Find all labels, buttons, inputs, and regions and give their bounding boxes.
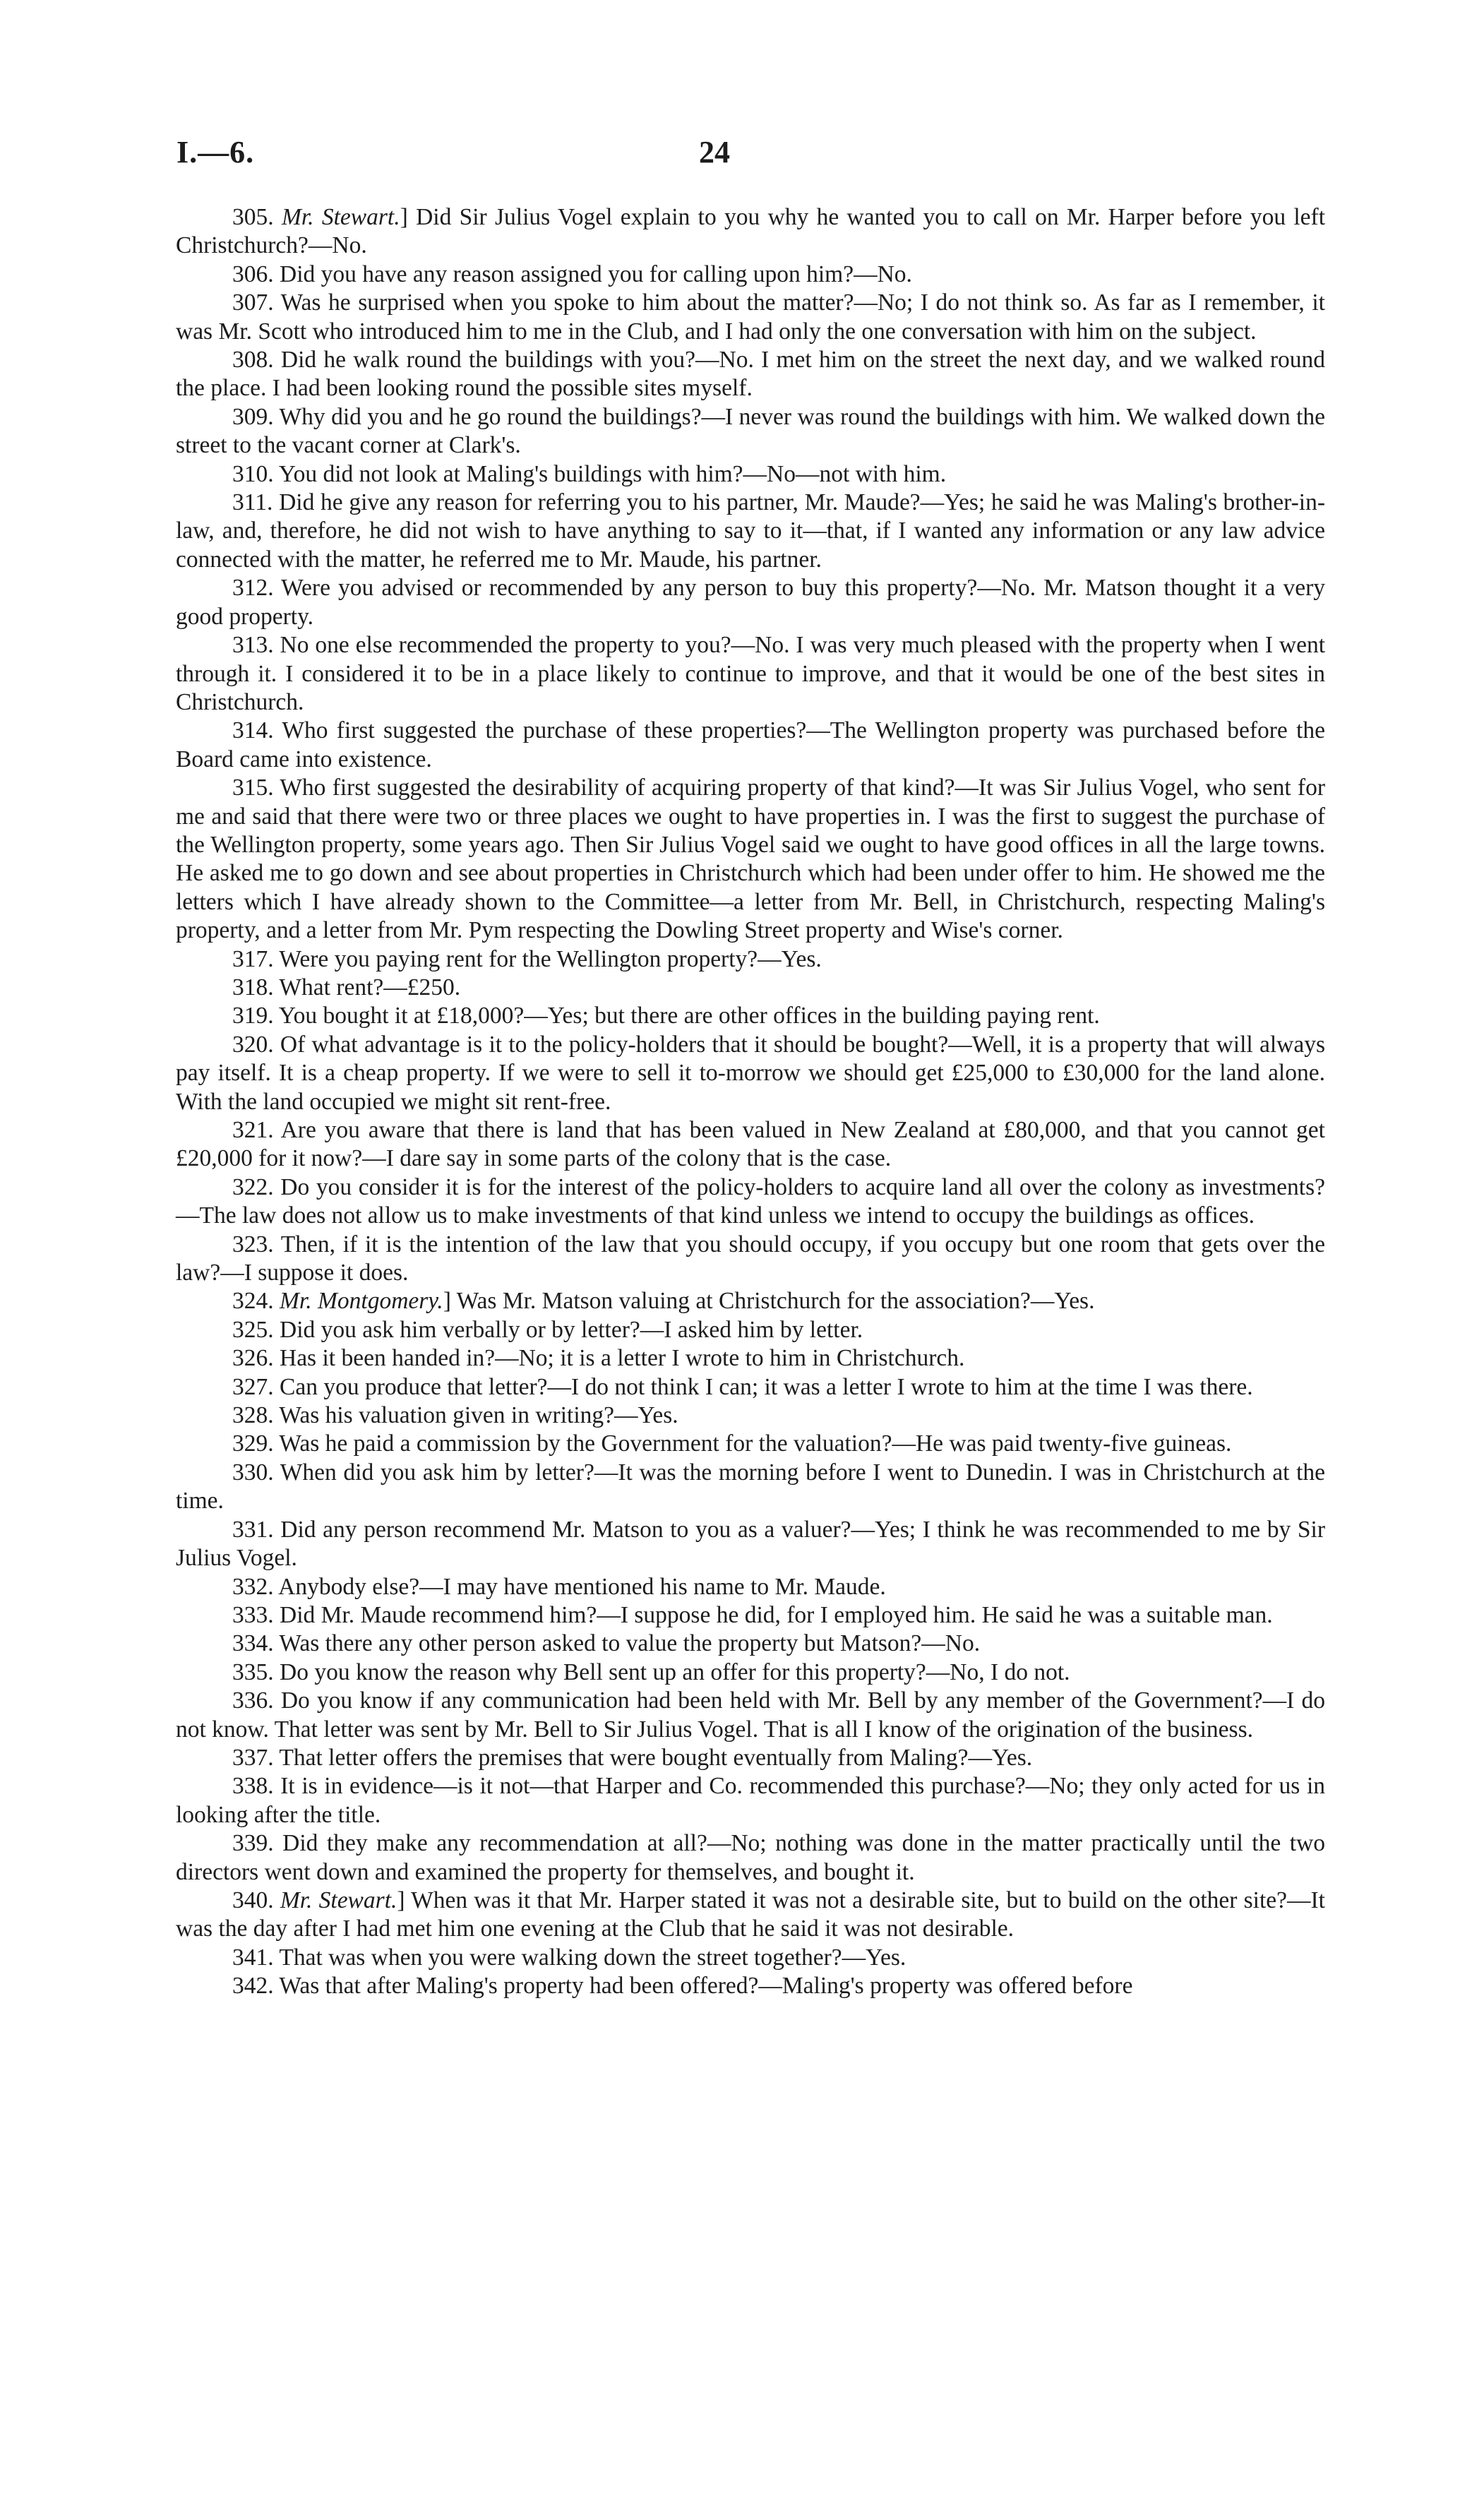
question-number: 330.	[232, 1459, 274, 1486]
question-number: 308.	[232, 347, 274, 373]
question-paragraph	[176, 1002, 1325, 1030]
question-text: Did you have any reason assigned you for calling upon him?—No.	[280, 261, 912, 287]
question-paragraph	[176, 1744, 1325, 1772]
question-text: Are you aware that there is land that has been valued in New Zealand at £80,000, and that you cannot get £20,000 for it now?—I dare say in some parts of the colony that is the case.	[176, 1117, 1325, 1172]
page-header	[176, 134, 1327, 177]
question-number: 306.	[232, 261, 274, 287]
question-paragraph	[176, 774, 1325, 945]
question-paragraph	[176, 1344, 1325, 1373]
question-paragraph	[176, 1630, 1325, 1658]
question-paragraph	[176, 1231, 1325, 1288]
question-number: 320.	[232, 1031, 274, 1058]
question-paragraph	[176, 1972, 1325, 2000]
question-text: You bought it at £18,000?—Yes; but there are other offices in the building paying rent.	[278, 1003, 1100, 1029]
question-paragraph	[176, 1373, 1325, 1402]
question-text: Of what advantage is it to the policy-holders that it should be bought?—Well, it is a property that will always pay itself. It is a cheap property. If we were to sell it to-morrow we should get £25,000 to £30,000 for the land alone. With the land occupied we might sit rent-free.	[176, 1031, 1325, 1115]
question-paragraph	[176, 945, 1325, 974]
speaker-bracket: ]	[400, 204, 417, 230]
question-paragraph	[176, 489, 1325, 574]
question-text: Did you ask him verbally or by letter?—I asked him by letter.	[280, 1316, 863, 1343]
question-paragraph	[176, 574, 1325, 631]
question-text: Then, if it is the intention of the law that you should occupy, if you occupy but one room that gets over the law?—I suppose it does.	[176, 1231, 1325, 1286]
question-text: Do you know the reason why Bell sent up an offer for this property?—No, I do not.	[280, 1659, 1070, 1685]
question-number: 339.	[232, 1830, 274, 1857]
question-number: 326.	[232, 1345, 274, 1372]
paper-identifier: I.—6.	[176, 135, 255, 169]
question-number: 340.	[232, 1887, 274, 1913]
question-number: 313.	[232, 632, 274, 659]
question-number: 336.	[232, 1687, 274, 1714]
question-text: What rent?—£250.	[279, 974, 461, 1000]
speaker-name: Mr. Stewart.	[280, 1887, 397, 1913]
question-text: Anybody else?—I may have mentioned his name to Mr. Maude.	[278, 1573, 886, 1600]
question-number: 317.	[232, 945, 274, 972]
question-number: 324.	[232, 1288, 274, 1315]
question-number: 338.	[232, 1773, 274, 1800]
question-number: 337.	[232, 1744, 274, 1771]
speaker-bracket: ]	[443, 1288, 457, 1315]
question-paragraph	[176, 1459, 1325, 1516]
question-paragraph	[176, 261, 1325, 289]
question-number: 309.	[232, 403, 274, 430]
question-text: No one else recommended the property to you?—No. I was very much pleased with the property when I went through it. I considered it to be in a place likely to continue to improve, and that it would be one of the best sites in Christchurch.	[176, 632, 1326, 715]
speaker-name: Mr. Montgomery.	[280, 1288, 443, 1315]
question-text: When was it that Mr. Harper stated it was not a desirable site, but to build on the other site?—It was the day after I had met him one evening at the Club that he said it was not desirable.	[176, 1887, 1325, 1942]
question-paragraph	[176, 1573, 1325, 1601]
question-text: Did Mr. Maude recommend him?—I suppose he did, for I employed him. He said he was a suitable man.	[280, 1601, 1273, 1628]
question-paragraph	[176, 1516, 1325, 1573]
question-paragraph	[176, 460, 1325, 489]
question-number: 311.	[232, 489, 273, 516]
question-paragraph	[176, 289, 1325, 346]
question-number: 310.	[232, 460, 274, 487]
question-number: 342.	[232, 1973, 274, 2000]
question-text: Was he paid a commission by the Government for the valuation?—He was paid twenty-five guineas.	[279, 1430, 1232, 1457]
question-text: Did any person recommend Mr. Matson to you as a valuer?—Yes; I think he was recommended to me by Sir Julius Vogel.	[176, 1516, 1325, 1572]
question-text: Do you consider it is for the interest of the policy-holders to acquire land all over the colony as investments?—The law does not allow us to make investments of that kind unless we intend to occupy the buildings as offices.	[176, 1173, 1325, 1229]
question-number: 331.	[232, 1516, 274, 1543]
question-number: 325.	[232, 1316, 274, 1343]
question-text: Did he walk round the buildings with you?—No. I met him on the street the next day, and we walked round the place. I had been looking round the possible sites myself.	[176, 347, 1325, 402]
question-text: Why did you and he go round the buildings?—I never was round the buildings with him. We walked down the street to the vacant corner at Clark's.	[176, 403, 1325, 459]
question-paragraph	[176, 974, 1325, 1002]
question-paragraph	[176, 403, 1325, 460]
question-paragraph	[176, 346, 1325, 403]
question-number: 328.	[232, 1402, 274, 1429]
question-paragraph	[176, 1430, 1325, 1458]
speaker-bracket: ]	[397, 1887, 412, 1913]
question-number: 335.	[232, 1659, 274, 1685]
question-number: 312.	[232, 575, 274, 602]
question-text: Were you paying rent for the Wellington property?—Yes.	[279, 945, 822, 972]
question-text: Can you produce that letter?—I do not think I can; it was a letter I wrote to him at the time I was there.	[280, 1373, 1253, 1400]
question-paragraph	[176, 1031, 1325, 1116]
question-text: Do you know if any communication had been held with Mr. Bell by any member of the Government?—I do not know. That letter was sent by Mr. Bell to Sir Julius Vogel. That is all I know of the origination of the business.	[176, 1687, 1326, 1743]
question-text: Was that after Maling's property had been offered?—Maling's property was offered before	[279, 1973, 1133, 2000]
question-number: 307.	[232, 289, 274, 316]
question-number: 321.	[232, 1117, 274, 1143]
question-paragraph	[176, 1829, 1325, 1887]
question-paragraph	[176, 1402, 1325, 1430]
question-number: 322.	[232, 1173, 274, 1200]
question-number: 319.	[232, 1003, 274, 1029]
question-number: 333.	[232, 1601, 274, 1628]
question-text: You did not look at Maling's buildings with him?—No—not with him.	[278, 460, 947, 487]
question-number: 314.	[232, 717, 274, 744]
question-text: Was he surprised when you spoke to him about the matter?—No; I do not think so. As far as I remember, it was Mr. Scott who introduced him to me in the Club, and I had only the one conversation with him on the subject.	[176, 289, 1325, 345]
question-number: 329.	[232, 1430, 274, 1457]
question-text: Has it been handed in?—No; it is a letter I wrote to him in Christchurch.	[280, 1345, 965, 1372]
question-number: 305.	[232, 204, 274, 230]
question-number: 341.	[232, 1944, 274, 1971]
question-paragraph	[176, 1687, 1325, 1744]
question-text: Was his valuation given in writing?—Yes.	[279, 1402, 678, 1429]
question-text: Was Mr. Matson valuing at Christchurch for the association?—Yes.	[456, 1288, 1095, 1315]
question-text: Was there any other person asked to value the property but Matson?—No.	[279, 1630, 981, 1657]
speaker-name: Mr. Stewart.	[281, 204, 400, 230]
question-paragraph	[176, 1659, 1325, 1687]
question-text: Did he give any reason for referring you to his partner, Mr. Maude?—Yes; he said he was Maling's brother-in-law, and, therefore, he did not wish to have anything to say to it—that, if I wanted any information or any law advice connected with the matter, he referred me to Mr. Maude, his partner.	[176, 489, 1325, 573]
question-text: When did you ask him by letter?—It was the morning before I went to Dunedin. I was in Christchurch at the time.	[176, 1459, 1326, 1514]
question-paragraph	[176, 631, 1325, 717]
question-number: 323.	[232, 1231, 274, 1257]
question-text: Did they make any recommendation at all?—No; nothing was done in the matter practically until the two directors went down and examined the property for themselves, and bought it.	[176, 1830, 1326, 1885]
evidence-transcript	[176, 203, 1325, 2001]
question-text: It is in evidence—is it not—that Harper and Co. recommended this purchase?—No; they only acted for us in looking after the title.	[176, 1773, 1326, 1828]
question-number: 315.	[232, 775, 274, 801]
question-paragraph	[176, 1601, 1325, 1630]
question-text: Who first suggested the purchase of these properties?—The Wellington property was purchased before the Board came into existence.	[176, 717, 1325, 772]
question-paragraph	[176, 1173, 1325, 1231]
question-text: Did Sir Julius Vogel explain to you why he wanted you to call on Mr. Harper before you left Christchurch?—No.	[176, 204, 1326, 259]
question-text: Were you advised or recommended by any person to buy this property?—No. Mr. Matson thought it a very good property.	[176, 575, 1325, 630]
question-text: Who first suggested the desirability of acquiring property of that kind?—It was Sir Julius Vogel, who sent for me and said that there were two or three places we ought to have properties in. I was the first to suggest the purchase of the Wellington property, some years ago. Then Sir Julius Vogel said we ought to have good offices in all the large towns. He asked me to go down and see about properties in Christchurch which had been under offer to him. He showed me the letters which I have already shown to the Committee—a letter from Mr. Bell, in Christchurch, respecting Maling's property, and a letter from Mr. Pym respecting the Dowling Street property and Wise's corner.	[176, 775, 1325, 944]
question-paragraph	[176, 1944, 1325, 1972]
question-paragraph	[176, 1287, 1325, 1315]
question-number: 327.	[232, 1373, 274, 1400]
question-paragraph	[176, 717, 1325, 774]
question-paragraph	[176, 1116, 1325, 1173]
question-paragraph	[176, 1316, 1325, 1344]
question-text: That letter offers the premises that were bought eventually from Maling?—Yes.	[279, 1744, 1033, 1771]
question-text: That was when you were walking down the street together?—Yes.	[279, 1944, 906, 1971]
question-paragraph	[176, 203, 1325, 261]
question-paragraph	[176, 1887, 1325, 1944]
question-number: 318.	[232, 974, 274, 1000]
question-number: 332.	[232, 1573, 274, 1600]
question-paragraph	[176, 1772, 1325, 1829]
page-number: 24	[699, 135, 730, 169]
question-number: 334.	[232, 1630, 274, 1657]
